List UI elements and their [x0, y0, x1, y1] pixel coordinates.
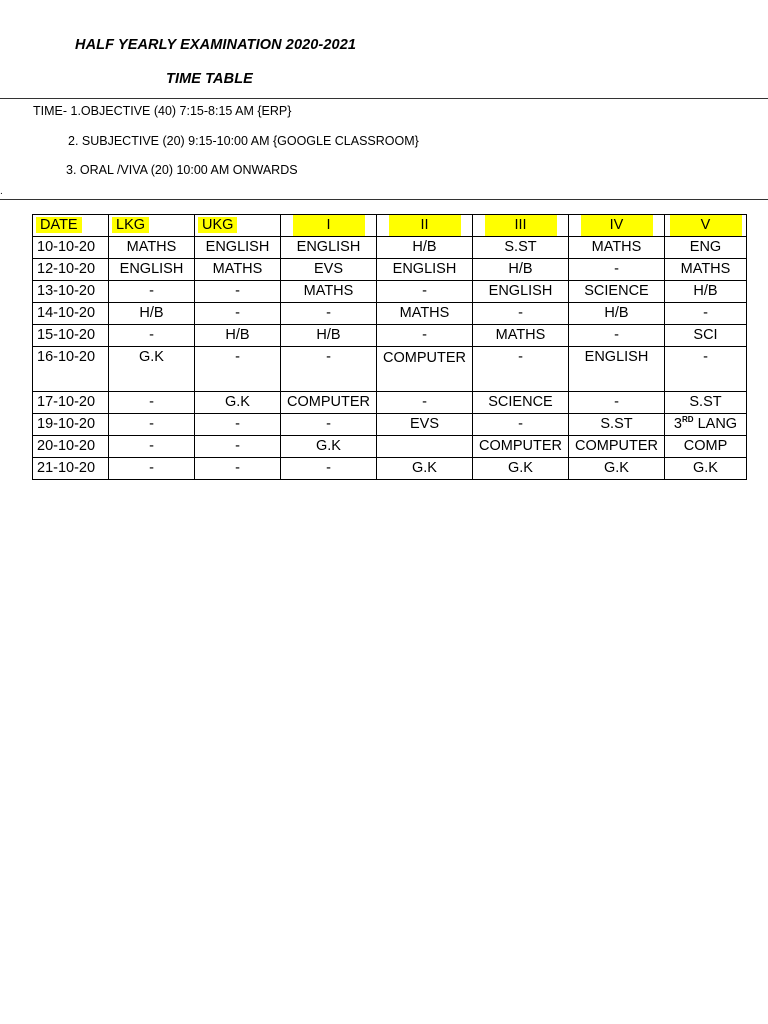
subject-cell: -: [195, 281, 281, 303]
subject-cell: ENGLISH: [377, 259, 473, 281]
timetable-subtitle: TIME TABLE: [166, 71, 253, 87]
subject-cell: S.ST: [665, 392, 747, 414]
timing-oral-viva: 3. ORAL /VIVA (20) 10:00 AM ONWARDS: [66, 163, 298, 177]
subject-cell: -: [195, 414, 281, 436]
subject-cell: G.K: [665, 458, 747, 480]
table-row: [33, 325, 747, 347]
subject-cell: [665, 414, 747, 436]
subject-cell: -: [109, 281, 195, 303]
subject-cell: EVS: [281, 259, 377, 281]
date-cell: 17-10-20: [33, 392, 109, 414]
column-header: [33, 215, 109, 237]
subject-cell: ENG: [665, 237, 747, 259]
subject-cell: [377, 436, 473, 458]
subject-cell: EVS: [377, 414, 473, 436]
date-cell: 12-10-20: [33, 259, 109, 281]
table-row: [33, 436, 747, 458]
subject-cell: -: [109, 458, 195, 480]
subject-cell: G.K: [569, 458, 665, 480]
subject-cell: COMPUTER: [569, 436, 665, 458]
subject-cell: COMPUTER: [281, 392, 377, 414]
subject-cell: -: [281, 303, 377, 325]
subject-cell: -: [377, 281, 473, 303]
column-header-label: LKG: [112, 217, 149, 233]
subject-cell: -: [195, 458, 281, 480]
table-row: [33, 259, 747, 281]
subject-cell: -: [195, 436, 281, 458]
subject-cell: -: [195, 303, 281, 325]
table-row: [33, 392, 747, 414]
subject-cell: MATHS: [195, 259, 281, 281]
subject-cell: -: [665, 347, 747, 392]
subject-cell: SCIENCE: [473, 392, 569, 414]
date-cell: 21-10-20: [33, 458, 109, 480]
subject-cell: -: [377, 392, 473, 414]
subject-cell: ENGLISH: [473, 281, 569, 303]
subject-cell: -: [281, 347, 377, 392]
subject-cell: -: [665, 303, 747, 325]
stray-mark: .: [0, 186, 3, 197]
date-cell: 20-10-20: [33, 436, 109, 458]
subject-cell: H/B: [473, 259, 569, 281]
column-header-label: III: [485, 215, 557, 236]
timing-subjective: 2. SUBJECTIVE (20) 9:15-10:00 AM {GOOGLE CLASSROOM}: [68, 134, 419, 148]
subject-cell: H/B: [195, 325, 281, 347]
column-header-label: I: [293, 215, 365, 236]
column-header: [377, 215, 473, 237]
column-header: [473, 215, 569, 237]
subject-cell: ENGLISH: [195, 237, 281, 259]
column-header: [281, 215, 377, 237]
table-row: [33, 237, 747, 259]
subject-cell: -: [109, 325, 195, 347]
subject-cell: -: [195, 347, 281, 392]
date-cell: 14-10-20: [33, 303, 109, 325]
date-cell: 16-10-20: [33, 347, 109, 392]
table-row: [33, 347, 747, 392]
subject-cell: G.K: [195, 392, 281, 414]
date-cell: 15-10-20: [33, 325, 109, 347]
timetable-body: [33, 215, 747, 480]
column-header-label: IV: [581, 215, 653, 236]
column-header: [569, 215, 665, 237]
exam-timetable: [32, 214, 747, 480]
subject-cell: -: [569, 259, 665, 281]
subject-cell: G.K: [109, 347, 195, 392]
table-row: [33, 414, 747, 436]
subject-cell: -: [109, 392, 195, 414]
subject-cell: -: [569, 392, 665, 414]
column-header-label: UKG: [198, 217, 237, 233]
date-cell: 13-10-20: [33, 281, 109, 303]
column-header-label: II: [389, 215, 461, 236]
column-header-label: V: [670, 215, 742, 236]
subject-cell: MATHS: [377, 303, 473, 325]
table-row: [33, 281, 747, 303]
subject-cell: MATHS: [281, 281, 377, 303]
subject-cell: -: [281, 414, 377, 436]
third-lang-number: 3: [673, 416, 682, 432]
date-cell: 19-10-20: [33, 414, 109, 436]
subject-cell: -: [109, 436, 195, 458]
subject-cell: -: [473, 303, 569, 325]
subject-cell: MATHS: [665, 259, 747, 281]
subject-cell: G.K: [473, 458, 569, 480]
timing-objective: TIME- 1.OBJECTIVE (40) 7:15-8:15 AM {ERP}: [33, 104, 292, 118]
header-row: [33, 215, 747, 237]
column-header: [665, 215, 747, 237]
subject-cell: H/B: [569, 303, 665, 325]
column-header-label: DATE: [36, 217, 82, 233]
subject-cell: COMPUTER: [377, 347, 473, 392]
subject-cell: G.K: [281, 436, 377, 458]
subject-cell: -: [109, 414, 195, 436]
subject-cell: ENGLISH: [569, 347, 665, 392]
subject-cell: S.ST: [473, 237, 569, 259]
subject-cell: -: [473, 347, 569, 392]
subject-cell: H/B: [281, 325, 377, 347]
table-row: [33, 303, 747, 325]
exam-title: HALF YEARLY EXAMINATION 2020-2021: [75, 37, 357, 53]
divider-top: [0, 98, 768, 99]
subject-cell: MATHS: [109, 237, 195, 259]
subject-cell: ENGLISH: [281, 237, 377, 259]
divider-bottom: [0, 199, 768, 200]
subject-cell: SCI: [665, 325, 747, 347]
subject-cell: MATHS: [473, 325, 569, 347]
subject-cell: COMP: [665, 436, 747, 458]
subject-cell: H/B: [109, 303, 195, 325]
date-cell: 10-10-20: [33, 237, 109, 259]
subject-cell: -: [377, 325, 473, 347]
subject-cell: MATHS: [569, 237, 665, 259]
subject-cell: COMPUTER: [473, 436, 569, 458]
third-lang-rest: LANG: [693, 416, 738, 432]
subject-cell: ENGLISH: [109, 259, 195, 281]
third-lang-suffix: RD: [682, 415, 694, 425]
subject-cell: H/B: [665, 281, 747, 303]
subject-cell: SCIENCE: [569, 281, 665, 303]
subject-cell: -: [473, 414, 569, 436]
subject-cell: -: [569, 325, 665, 347]
column-header: [109, 215, 195, 237]
subject-cell: H/B: [377, 237, 473, 259]
table-row: [33, 458, 747, 480]
column-header: [195, 215, 281, 237]
subject-cell: -: [281, 458, 377, 480]
subject-cell: S.ST: [569, 414, 665, 436]
subject-cell: G.K: [377, 458, 473, 480]
